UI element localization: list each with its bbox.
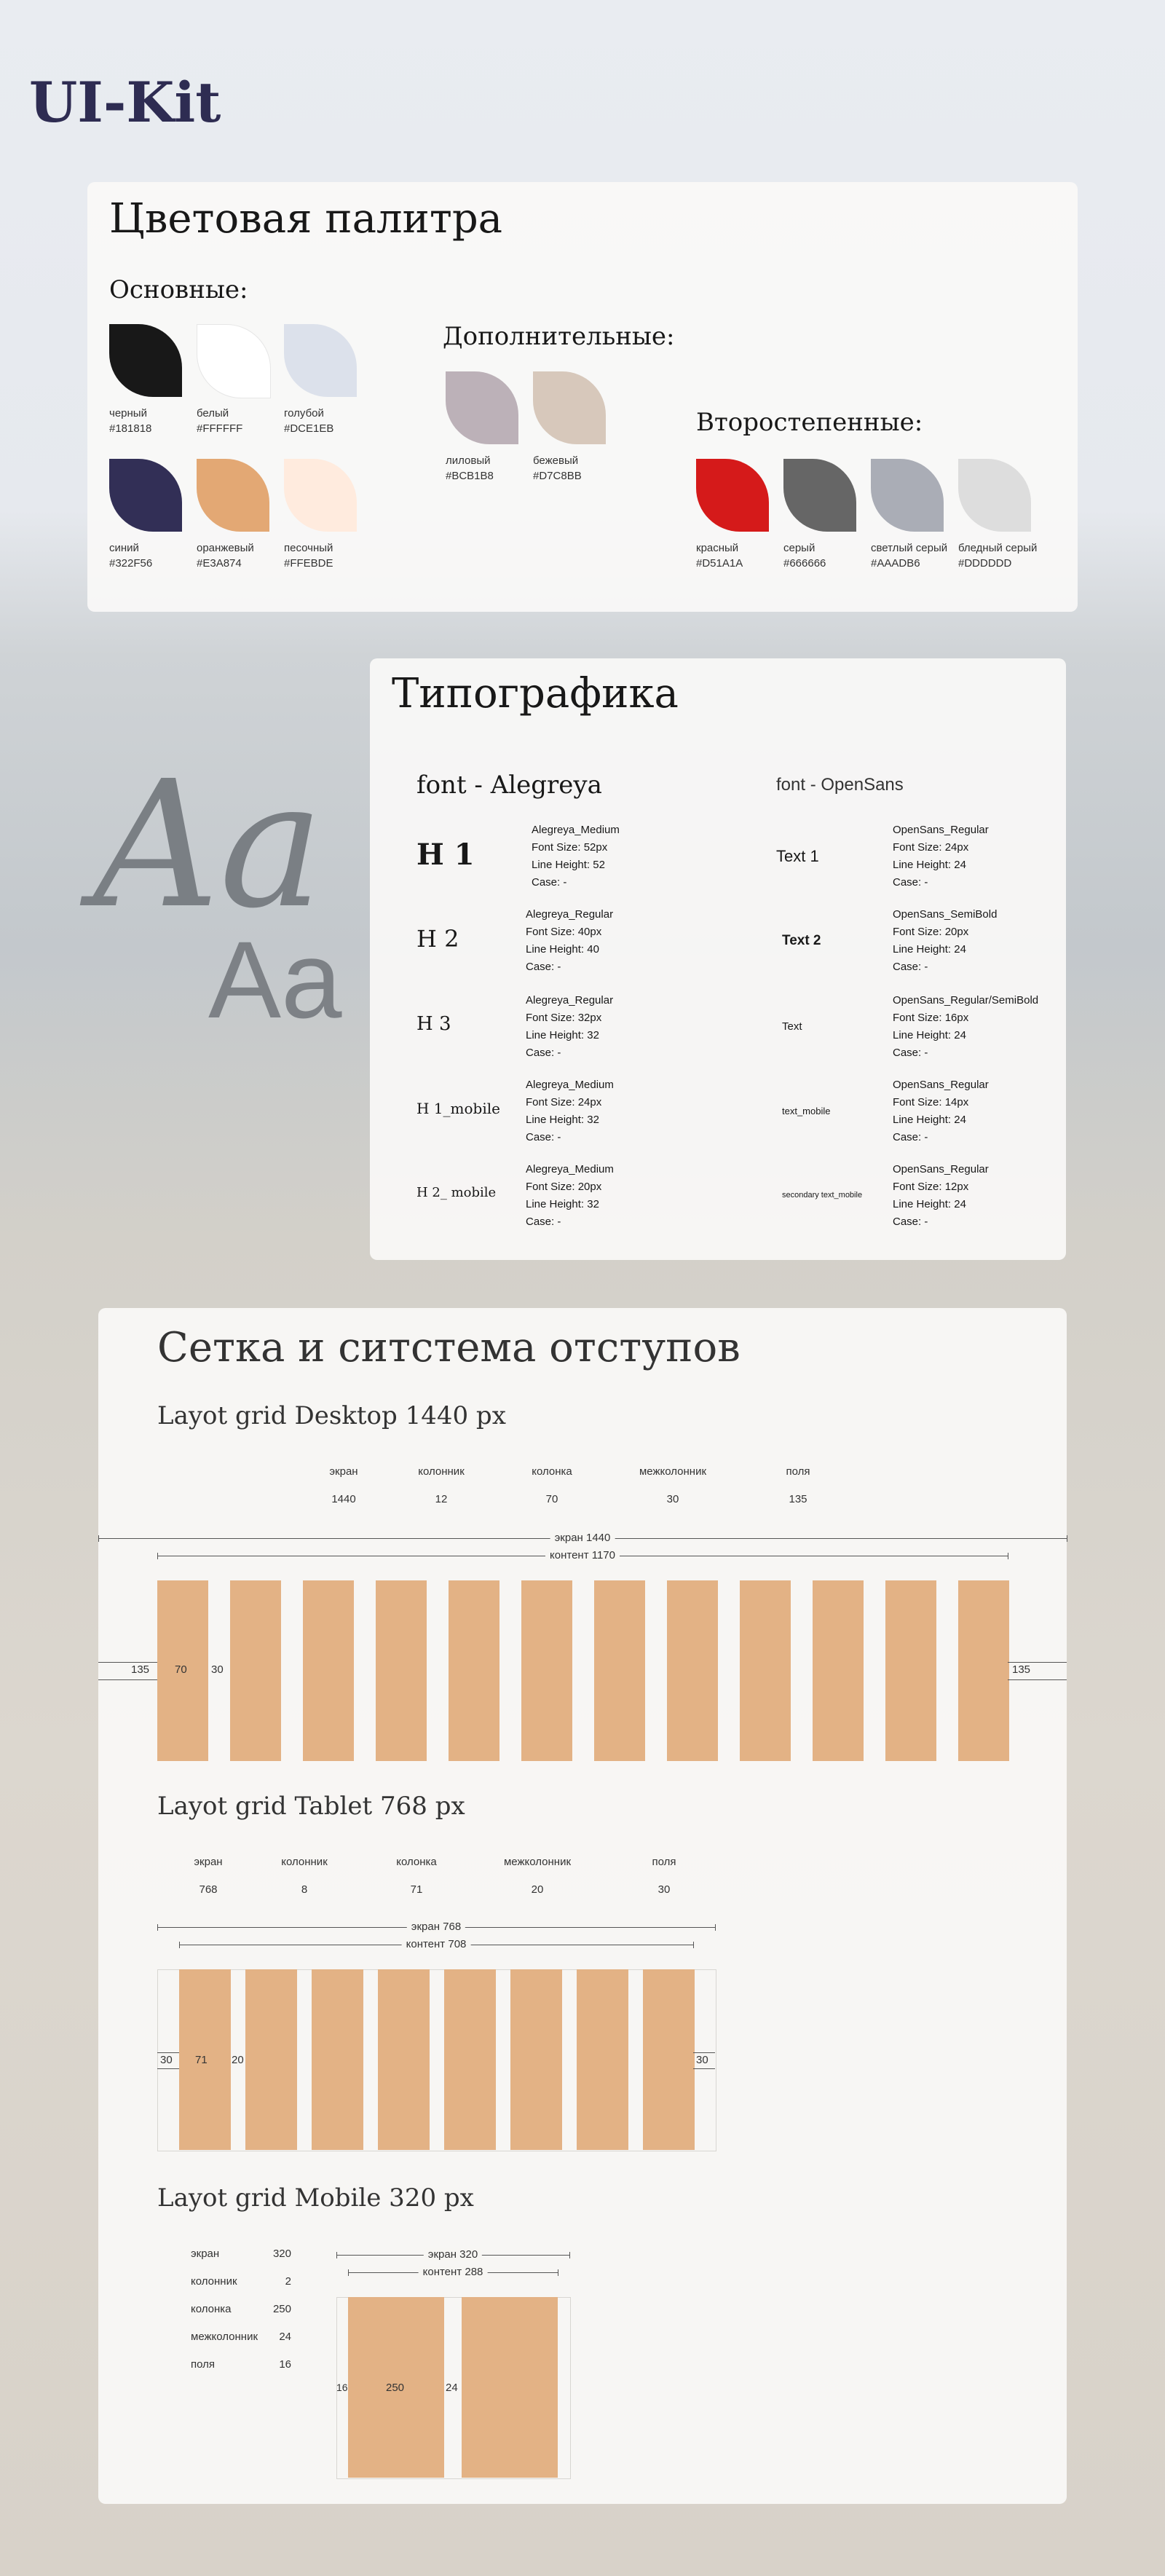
secondary-title: Второстепенные: (696, 408, 923, 437)
mobile-spec-value: 2 (285, 2275, 291, 2288)
grid-spec-value: 8 (301, 1883, 308, 1896)
grid-spec-label: поля (652, 1856, 676, 1868)
grid-column (303, 1580, 354, 1761)
typography-card (370, 658, 1066, 1260)
type-style-name: secondary text_mobile (782, 1190, 863, 1200)
color-hex: #181818 (109, 422, 152, 435)
margin-line (157, 2068, 179, 2069)
grid-spec-label: колонник (418, 1465, 465, 1478)
grid-spec-label: межколонник (503, 1856, 572, 1868)
grid-column (577, 1969, 628, 2150)
margin-line (1008, 1679, 1067, 1680)
grid-column (245, 1969, 297, 2150)
color-swatch (197, 324, 271, 398)
mobile-spec-label: колонка (191, 2303, 232, 2315)
additional-title: Дополнительные: (443, 322, 675, 351)
primary-title: Основные: (109, 275, 248, 304)
grid-column (594, 1580, 645, 1761)
mobile-spec-value: 250 (272, 2303, 291, 2315)
color-hex: #BCB1B8 (446, 470, 494, 482)
grid-column (521, 1580, 572, 1761)
left-font-title: font - Alegreya (416, 771, 602, 800)
color-swatch (284, 459, 357, 532)
margin-line (98, 1679, 157, 1680)
type-style-spec: OpenSans_Regular Font Size: 24px Line Height: 24 Case: - (893, 824, 989, 889)
column-width-label: 71 (195, 2054, 208, 2066)
color-swatch (446, 371, 518, 444)
color-name: красный (696, 542, 739, 554)
margin-right-label: 30 (696, 2054, 708, 2066)
color-swatch (783, 459, 856, 532)
small-aa-sample: Aa (208, 918, 342, 1041)
mobile-grid-title: Layot grid Mobile 320 px (157, 2183, 474, 2213)
screen-dimension-tick (98, 1535, 99, 1542)
screen-dimension-tick (157, 1924, 158, 1931)
type-style-spec: OpenSans_Regular Font Size: 12px Line Height: 24 Case: - (893, 1163, 989, 1228)
screen-dimension-label: экран 320 (424, 2248, 482, 2261)
grid-spec-value: 1440 (331, 1493, 356, 1505)
color-name: бежевый (533, 454, 579, 467)
color-hex: #E3A874 (197, 557, 242, 570)
screen-dimension-label: экран 768 (407, 1921, 465, 1933)
color-name: серый (783, 542, 816, 554)
gutter-width-label: 20 (232, 2054, 244, 2066)
mobile-spec-label: межколонник (191, 2331, 258, 2343)
grid-column (462, 2297, 558, 2478)
type-style-spec: OpenSans_Regular Font Size: 14px Line Height: 24 Case: - (893, 1079, 989, 1143)
color-swatch (696, 459, 769, 532)
type-style-spec: OpenSans_SemiBold Font Size: 20px Line Height: 24 Case: - (893, 908, 998, 973)
color-swatch (871, 459, 944, 532)
mobile-spec-value: 24 (279, 2331, 291, 2343)
content-dimension-label: контент 288 (419, 2266, 488, 2278)
grid-spec-label: поля (786, 1465, 810, 1478)
type-style-name: H 2_ mobile (416, 1185, 497, 1200)
grid-spec-value: 12 (435, 1493, 448, 1505)
gutter-width-label: 30 (211, 1663, 224, 1676)
margin-line (1008, 1662, 1067, 1663)
content-dimension-tick (179, 1942, 180, 1948)
grid-spec-label: колонка (532, 1465, 572, 1478)
mobile-spec-label: колонник (191, 2275, 237, 2288)
grid-spec-label: колонник (281, 1856, 328, 1868)
color-name: песочный (284, 542, 333, 554)
type-style-name: Text (782, 1020, 802, 1033)
grid-column (312, 1969, 363, 2150)
type-style-name: H 1_mobile (416, 1100, 500, 1117)
type-style-spec: Alegreya_Medium Font Size: 24px Line Height: 32 Case: - (526, 1079, 614, 1143)
column-width-label: 70 (175, 1663, 187, 1676)
type-style-name: Text 1 (776, 847, 819, 865)
type-style-name: H 2 (416, 925, 459, 953)
grid-spec-value: 71 (410, 1883, 423, 1896)
color-swatch (109, 459, 182, 532)
grid-spec-label: экран (194, 1856, 223, 1868)
grid-spec-label: межколонник (639, 1465, 707, 1478)
color-swatch (109, 324, 182, 397)
right-font-title: font - OpenSans (776, 775, 904, 795)
type-style-spec: Alegreya_Regular Font Size: 40px Line Height: 40 Case: - (526, 908, 614, 973)
color-hex: #DCE1EB (284, 422, 334, 435)
grid-spec-label: колонка (396, 1856, 437, 1868)
color-swatch (958, 459, 1031, 532)
palette-card (87, 182, 1078, 612)
page-title: UI-Kit (29, 70, 221, 135)
content-dimension-tick (693, 1942, 694, 1948)
margin-left-label: 135 (131, 1663, 150, 1676)
screen-dimension-tick (715, 1924, 716, 1931)
screen-dimension-tick (336, 2252, 337, 2258)
typography-title: Типографика (392, 670, 679, 717)
mobile-spec-label: экран (191, 2248, 220, 2260)
color-hex: #AAADB6 (871, 557, 920, 570)
column-width-label: 250 (386, 2382, 405, 2394)
palette-title: Цветовая палитра (109, 195, 503, 243)
grid-column (667, 1580, 718, 1761)
grid-column (378, 1969, 430, 2150)
grid-column (444, 1969, 496, 2150)
color-name: лиловый (446, 454, 491, 467)
type-style-name: H 3 (416, 1013, 451, 1035)
type-style-spec: Alegreya_Medium Font Size: 20px Line Height: 32 Case: - (526, 1163, 614, 1228)
grid-spec-value: 70 (545, 1493, 558, 1505)
color-name: бледный серый (958, 542, 1038, 554)
grid-column (813, 1580, 864, 1761)
color-hex: #DDDDDD (958, 557, 1012, 570)
color-hex: #666666 (783, 557, 826, 570)
margin-line (157, 2052, 179, 2053)
margin-left-label: 16 (336, 2382, 348, 2393)
color-name: черный (109, 407, 147, 420)
color-hex: #FFFFFF (197, 422, 243, 435)
margin-left-label: 30 (160, 2054, 173, 2066)
content-dimension-label: контент 708 (402, 1938, 471, 1950)
content-dimension-label: контент 1170 (545, 1549, 620, 1561)
margin-line (98, 1662, 157, 1663)
type-style-spec: OpenSans_Regular/SemiBold Font Size: 16px Line Height: 24 Case: - (893, 994, 1039, 1059)
type-style-spec: Alegreya_Regular Font Size: 32px Line Height: 32 Case: - (526, 994, 614, 1059)
grid-column (643, 1969, 695, 2150)
color-name: оранжевый (197, 542, 254, 554)
screen-dimension-label: экран 1440 (550, 1532, 615, 1544)
mobile-spec-value: 16 (279, 2358, 291, 2371)
desktop-grid-title: Layot grid Desktop 1440 px (157, 1401, 506, 1430)
type-style-name: Text 2 (782, 932, 821, 948)
grid-spec-label: экран (329, 1465, 358, 1478)
color-name: голубой (284, 407, 324, 420)
mobile-spec-label: поля (191, 2358, 216, 2371)
gutter-width-label: 24 (446, 2382, 458, 2394)
grid-spec-value: 30 (657, 1883, 671, 1896)
grid-column (740, 1580, 791, 1761)
color-hex: #322F56 (109, 557, 153, 570)
type-style-name: text_mobile (782, 1105, 831, 1116)
screen-dimension-tick (569, 2252, 570, 2258)
color-hex: #D51A1A (696, 557, 743, 570)
big-aa-sample: Aa (93, 743, 324, 947)
grid-spec-value: 768 (199, 1883, 218, 1896)
margin-right-label: 135 (1012, 1663, 1031, 1676)
type-style-spec: Alegreya_Medium Font Size: 52px Line Height: 52 Case: - (532, 824, 620, 889)
grid-column (376, 1580, 427, 1761)
color-hex: #FFEBDE (284, 557, 333, 570)
grid-column (449, 1580, 499, 1761)
tablet-grid-title: Layot grid Tablet 768 px (157, 1792, 465, 1821)
mobile-spec-value: 320 (272, 2248, 291, 2260)
content-dimension-tick (157, 1553, 158, 1559)
grid-card (98, 1308, 1067, 2504)
type-style-name: H 1 (416, 838, 475, 872)
grid-column (230, 1580, 281, 1761)
color-hex: #D7C8BB (533, 470, 582, 482)
grid-column (885, 1580, 936, 1761)
grid-spec-value: 135 (789, 1493, 807, 1505)
margin-line (693, 2052, 715, 2053)
grid-spec-value: 20 (531, 1883, 544, 1896)
color-name: белый (197, 407, 229, 420)
content-dimension-tick (348, 2269, 349, 2276)
color-swatch (284, 324, 357, 397)
color-name: синий (109, 542, 139, 554)
color-name: светлый серый (871, 542, 948, 554)
color-swatch (197, 459, 269, 532)
grid-column (510, 1969, 562, 2150)
grid-column (958, 1580, 1009, 1761)
grid-title: Сетка и ситстема отступов (157, 1324, 741, 1371)
grid-spec-value: 30 (666, 1493, 679, 1505)
color-swatch (533, 371, 606, 444)
margin-line (693, 2068, 715, 2069)
